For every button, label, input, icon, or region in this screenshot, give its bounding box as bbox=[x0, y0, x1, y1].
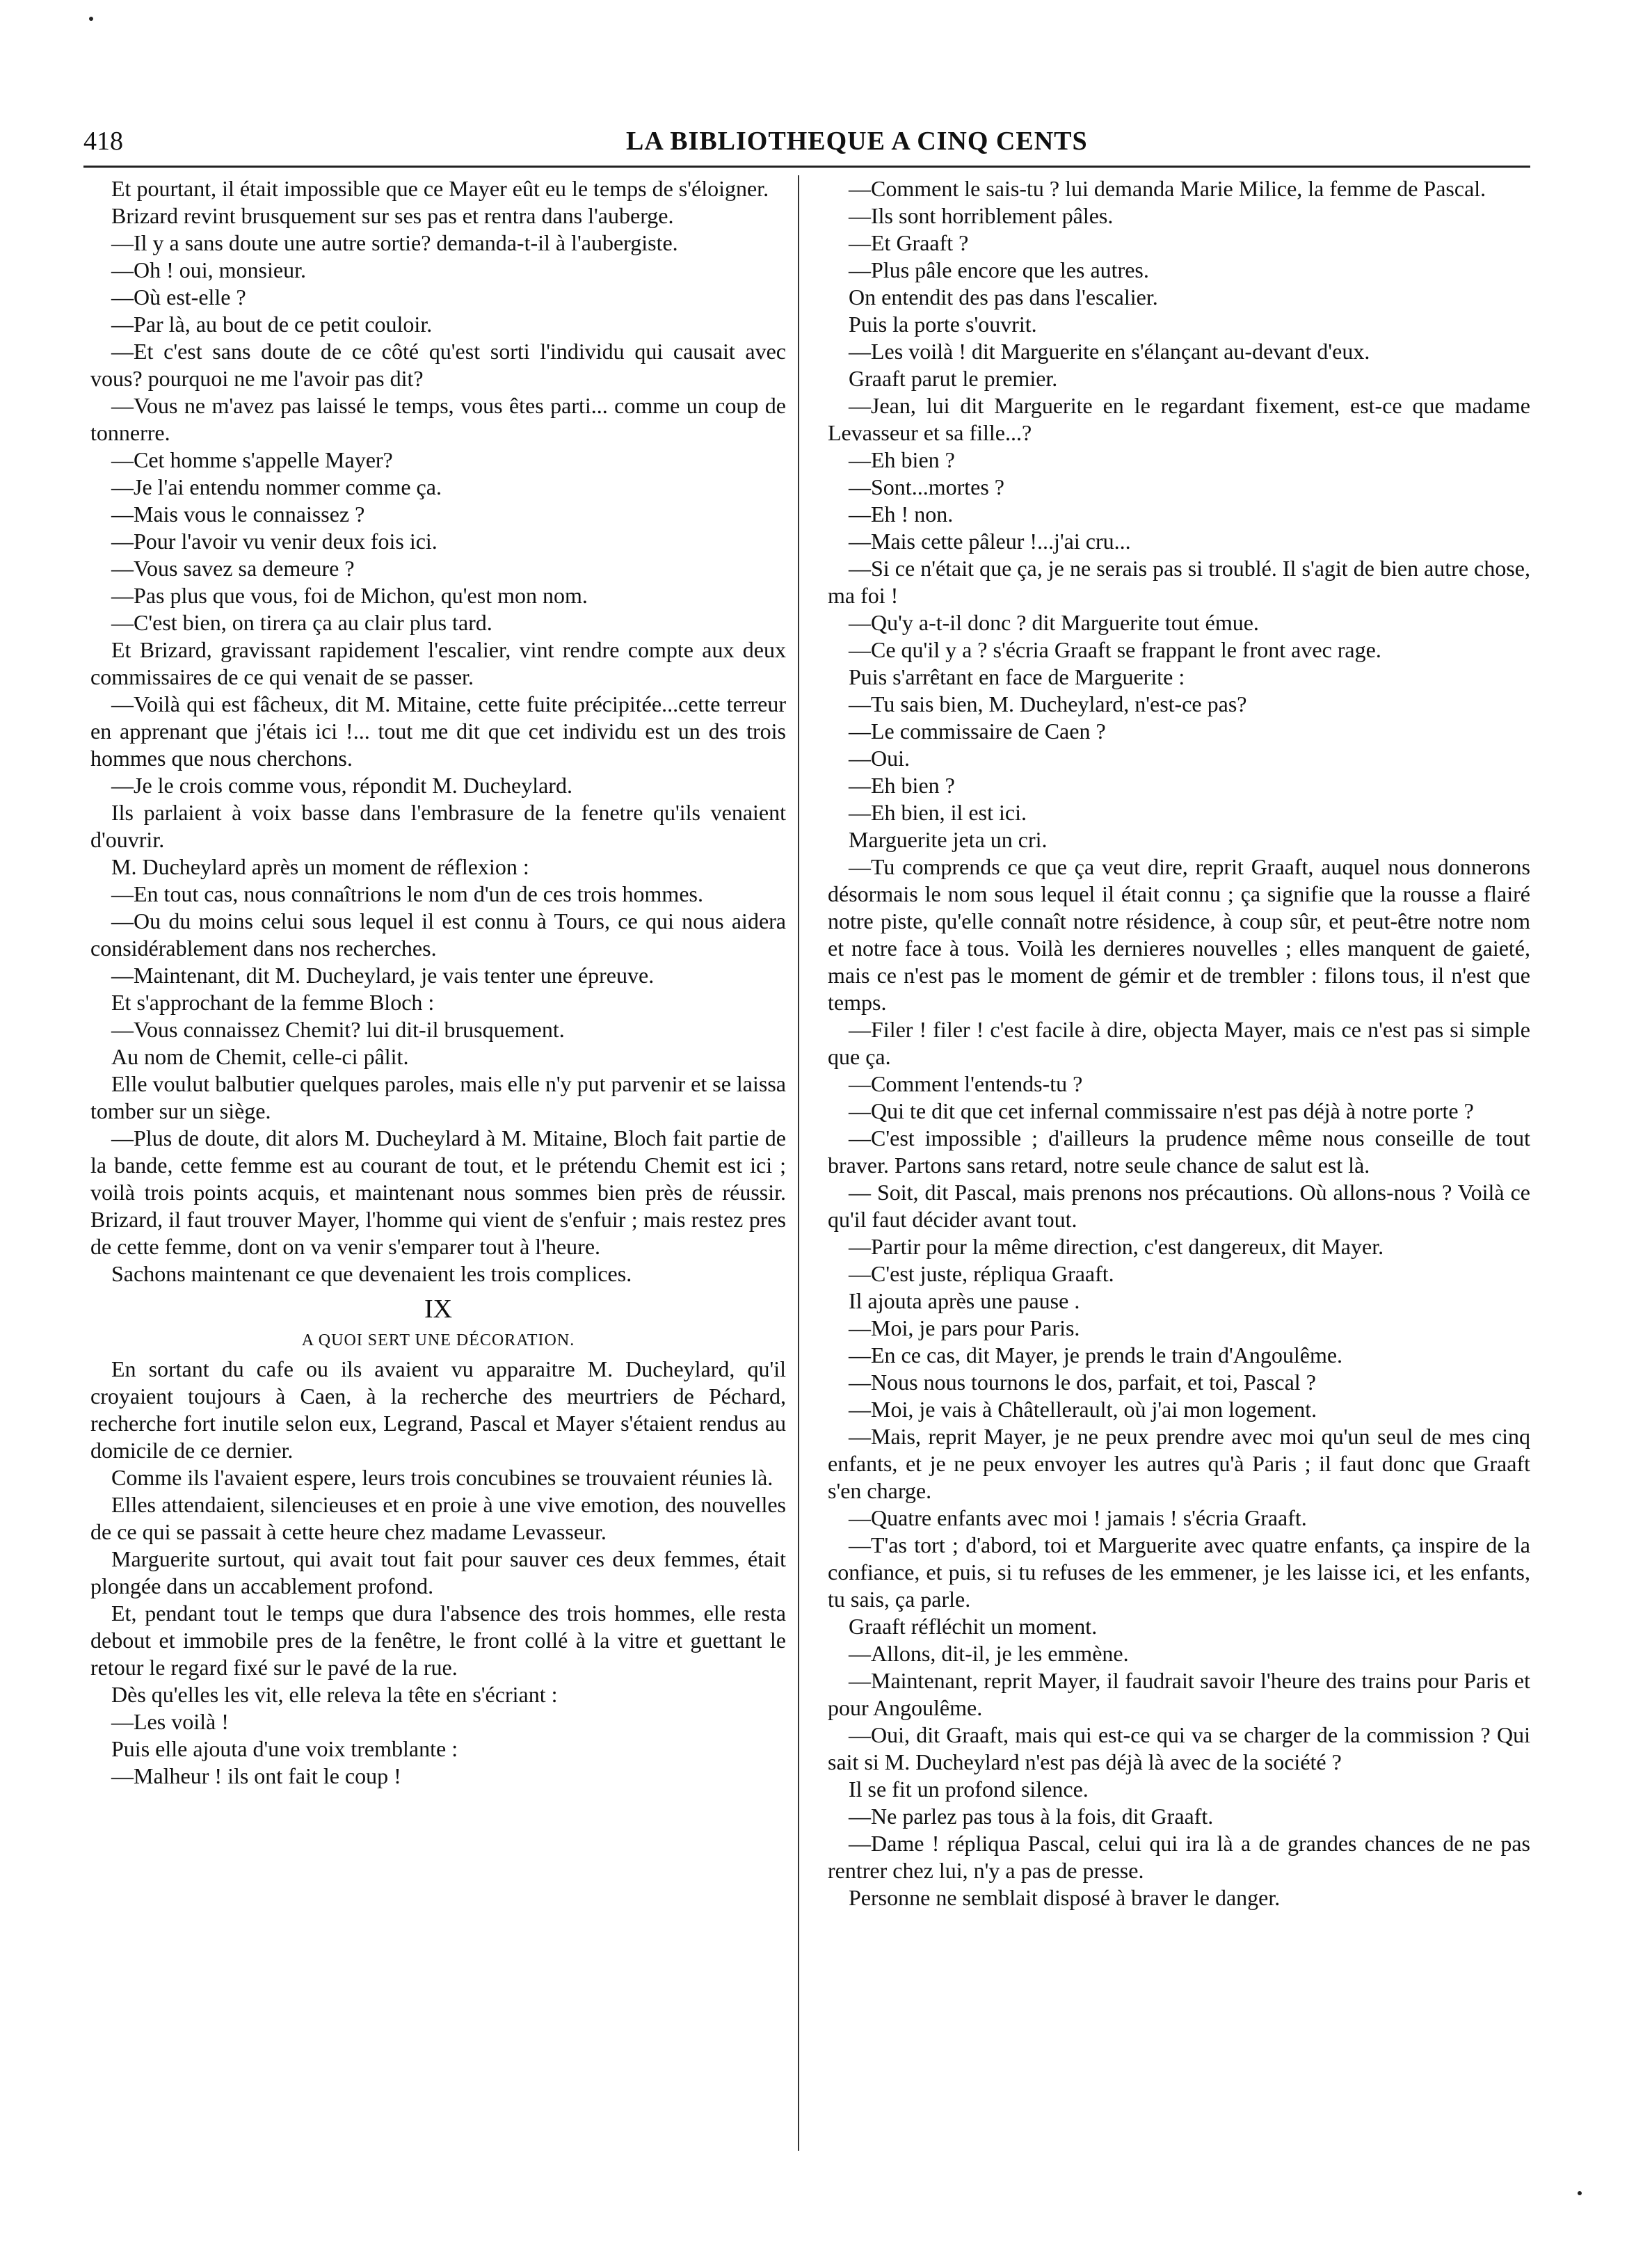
paragraph: Il ajouta après une pause . bbox=[849, 1288, 1080, 1313]
paragraph: —Eh bien, il est ici. bbox=[849, 800, 1027, 825]
paragraph: Puis s'arrêtant en face de Marguerite : bbox=[849, 664, 1185, 689]
paragraph: —Pas plus que vous, foi de Michon, qu'est mon nom. bbox=[111, 583, 588, 608]
paragraph: —Les voilà ! bbox=[111, 1709, 229, 1734]
column-divider bbox=[798, 175, 799, 2151]
paragraph: —Et c'est sans doute de ce côté qu'est sorti l'individu qui causait avec vous? pourquoi ne me l'avoir pas dit? bbox=[90, 339, 786, 391]
paragraph: —C'est juste, répliqua Graaft. bbox=[849, 1261, 1114, 1286]
paragraph: —Mais cette pâleur !...j'ai cru... bbox=[849, 529, 1131, 554]
paragraph: —Je l'ai entendu nommer comme ça. bbox=[111, 474, 442, 499]
paragraph: —Et Graaft ? bbox=[849, 230, 969, 255]
paragraph: —Allons, dit-il, je les emmène. bbox=[849, 1641, 1129, 1666]
paragraph: —Moi, je vais à Châtellerault, où j'ai mon logement. bbox=[849, 1397, 1317, 1422]
paragraph: —Oui. bbox=[849, 746, 910, 771]
paragraph: —Vous connaissez Chemit? lui dit-il brusquement. bbox=[111, 1017, 565, 1042]
paragraph: —En ce cas, dit Mayer, je prends le train d'Angoulême. bbox=[849, 1342, 1343, 1368]
paragraph: — Soit, dit Pascal, mais prenons nos précautions. Où allons-nous ? Voilà ce qu'il faut décider avant tout. bbox=[828, 1180, 1530, 1232]
paragraph: Elles attendaient, silencieuses et en proie à une vive emotion, des nouvelles de ce qui se passait à cette heure chez madame Levasseur. bbox=[90, 1492, 786, 1544]
running-title: LA BIBLIOTHEQUE A CINQ CENTS bbox=[626, 127, 1088, 156]
paragraph: On entendit des pas dans l'escalier. bbox=[849, 284, 1158, 310]
paragraph: —Comment le sais-tu ? lui demanda Marie Milice, la femme de Pascal. bbox=[849, 176, 1486, 201]
paragraph: —Eh ! non. bbox=[849, 502, 954, 527]
paragraph: Comme ils l'avaient espere, leurs trois concubines se trouvaient réunies là. bbox=[111, 1465, 773, 1490]
paragraph: —Oh ! oui, monsieur. bbox=[111, 257, 306, 282]
paragraph: Marguerite surtout, qui avait tout fait pour sauver ces deux femmes, était plongée dans un accablement profond. bbox=[90, 1546, 786, 1598]
paragraph: Marguerite jeta un cri. bbox=[849, 827, 1048, 852]
paragraph: M. Ducheylard après un moment de réflexion : bbox=[111, 854, 529, 879]
paragraph: —Le commissaire de Caen ? bbox=[849, 719, 1106, 744]
paragraph: Sachons maintenant ce que devenaient les trois complices. bbox=[111, 1261, 632, 1286]
paragraph: Et s'approchant de la femme Bloch : bbox=[111, 990, 435, 1015]
paragraph: —Comment l'entends-tu ? bbox=[849, 1071, 1083, 1096]
paragraph: —En tout cas, nous connaîtrions le nom d'un de ces trois hommes. bbox=[111, 881, 703, 906]
page-number: 418 bbox=[83, 127, 123, 156]
paragraph: —Eh bien ? bbox=[849, 773, 955, 798]
paragraph: —Cet homme s'appelle Mayer? bbox=[111, 447, 393, 472]
paragraph: —Jean, lui dit Marguerite en le regardant fixement, est-ce que madame Levasseur et sa fille...? bbox=[828, 393, 1530, 445]
paragraph: —Mais, reprit Mayer, je ne peux prendre avec moi qu'un seul de mes cinq enfants, et je ne peux envoyer les autres qu'à Paris ; il faut donc que Graaft s'en charge. bbox=[828, 1424, 1530, 1503]
paragraph: —Qui te dit que cet infernal commissaire n'est pas déjà à notre porte ? bbox=[849, 1098, 1474, 1123]
paragraph: Brizard revint brusquement sur ses pas et rentra dans l'auberge. bbox=[111, 203, 674, 228]
paragraph: —Mais vous le connaissez ? bbox=[111, 502, 365, 527]
page-header bbox=[83, 124, 1530, 168]
paragraph: —Tu comprends ce que ça veut dire, reprit Graaft, auquel nous donnerons désormais le nom sous lequel il était connu ; ça signifie que la rousse a flairé notre piste, qu'elle connaît notre résidence, à coup sûr, et peut-être notre nom et notre face à tous. Voilà les dernieres nouvelles ; elles manquent de gaieté, mais ce n'est pas le moment de gémir et de trembler : filons tous, il n'est que temps. bbox=[828, 854, 1530, 1015]
paragraph: Et pourtant, il était impossible que ce Mayer eût eu le temps de s'éloigner. bbox=[111, 176, 769, 201]
paragraph: —Où est-elle ? bbox=[111, 284, 246, 310]
paragraph: Graaft réfléchit un moment. bbox=[849, 1614, 1098, 1639]
paragraph: —Par là, au bout de ce petit couloir. bbox=[111, 312, 433, 337]
paragraph: Et, pendant tout le temps que dura l'absence des trois hommes, elle resta debout et immobile pres de la fenêtre, le front collé à la vitre et guettant le retour le regard fixé sur le pavé de la rue. bbox=[90, 1601, 786, 1680]
paragraph: —Filer ! filer ! c'est facile à dire, objecta Mayer, mais ce n'est pas si simple que ça. bbox=[828, 1017, 1530, 1069]
paragraph: —C'est impossible ; d'ailleurs la prudence même nous conseille de tout braver. Partons sans retard, notre seule chance de salut est là. bbox=[828, 1125, 1530, 1178]
left-column bbox=[90, 175, 786, 1790]
paragraph: —Ou du moins celui sous lequel il est connu à Tours, ce qui nous aidera considérablement dans nos recherches. bbox=[90, 908, 786, 961]
ink-speck bbox=[89, 17, 93, 21]
paragraph: —Vous savez sa demeure ? bbox=[111, 556, 355, 581]
paragraph: Au nom de Chemit, celle-ci pâlit. bbox=[111, 1044, 409, 1069]
paragraph: En sortant du cafe ou ils avaient vu apparaitre M. Ducheylard, qu'il croyaient toujours à Caen, à la recherche des meurtriers de Péchard, recherche fort inutile selon eux, Legrand, Pascal et Mayer s'étaient rendus au domicile de ce dernier. bbox=[90, 1356, 786, 1463]
paragraph: Personne ne semblait disposé à braver le danger. bbox=[849, 1885, 1281, 1910]
paragraph: —Si ce n'était que ça, je ne serais pas si troublé. Il s'agit de bien autre chose, ma foi ! bbox=[828, 556, 1530, 608]
paragraph: Puis la porte s'ouvrit. bbox=[849, 312, 1037, 337]
paragraph: —T'as tort ; d'abord, toi et Marguerite avec quatre enfants, ça inspire de la confiance, et puis, si tu refuses de les emmener, je les laisse ici, et les enfants, tu sais, ça parle. bbox=[828, 1532, 1530, 1612]
paragraph: —Eh bien ? bbox=[849, 447, 955, 472]
paragraph: Il se fit un profond silence. bbox=[849, 1777, 1089, 1802]
paragraph: Elle voulut balbutier quelques paroles, mais elle n'y put parvenir et se laissa tomber sur un siège. bbox=[90, 1071, 786, 1123]
paragraph: —Il y a sans doute une autre sortie? demanda-t-il à l'aubergiste. bbox=[111, 230, 678, 255]
paragraph: —Oui, dit Graaft, mais qui est-ce qui va se charger de la commission ? Qui sait si M. Ducheylard n'est pas déjà là avec de la société ? bbox=[828, 1722, 1530, 1774]
paragraph: —Ce qu'il y a ? s'écria Graaft se frappant le front avec rage. bbox=[849, 637, 1381, 662]
paragraph: —Plus de doute, dit alors M. Ducheylard à M. Mitaine, Bloch fait partie de la bande, cette femme est au courant de tout, et le prétendu Chemit est ici ; voilà trois points acquis, et maintenant nous sommes bien près de réussir. Brizard, il faut trouver Mayer, l'homme qui vient de s'enfuir ; mais restez pres de cette femme, dont on va venir s'emparer tout à l'heure. bbox=[90, 1125, 786, 1259]
paragraph: —Moi, je pars pour Paris. bbox=[849, 1315, 1080, 1340]
paragraph: —Les voilà ! dit Marguerite en s'élançant au-devant d'eux. bbox=[849, 339, 1370, 364]
paragraph: Dès qu'elles les vit, elle releva la tête en s'écriant : bbox=[111, 1682, 558, 1707]
paragraph: Ils parlaient à voix basse dans l'embrasure de la fenetre qu'ils venaient d'ouvrir. bbox=[90, 800, 786, 852]
paragraph: —Dame ! répliqua Pascal, celui qui ira là a de grandes chances de ne pas rentrer chez lui, n'y a pas de presse. bbox=[828, 1831, 1530, 1883]
paragraph: —Quatre enfants avec moi ! jamais ! s'écria Graaft. bbox=[849, 1505, 1307, 1530]
paragraph: —C'est bien, on tirera ça au clair plus tard. bbox=[111, 610, 492, 635]
paragraph: —Malheur ! ils ont fait le coup ! bbox=[111, 1763, 401, 1788]
paragraph: Puis elle ajouta d'une voix tremblante : bbox=[111, 1736, 458, 1761]
paragraph: —Nous nous tournons le dos, parfait, et toi, Pascal ? bbox=[849, 1370, 1316, 1395]
paragraph: —Maintenant, reprit Mayer, il faudrait savoir l'heure des trains pour Paris et pour Angoulême. bbox=[828, 1668, 1530, 1720]
paragraph: —Voilà qui est fâcheux, dit M. Mitaine, cette fuite précipitée...cette terreur en apprenant que j'étais ici !... tout me dit que cet individu est un des trois hommes que nous cherchons. bbox=[90, 691, 786, 771]
paragraph: —Ils sont horriblement pâles. bbox=[849, 203, 1114, 228]
paragraph: —Vous ne m'avez pas laissé le temps, vous êtes parti... comme un coup de tonnerre. bbox=[90, 393, 786, 445]
paragraph: —Partir pour la même direction, c'est dangereux, dit Mayer. bbox=[849, 1234, 1384, 1259]
paragraph: —Sont...mortes ? bbox=[849, 474, 1004, 499]
paragraph: Et Brizard, gravissant rapidement l'escalier, vint rendre compte aux deux commissaires de ce qui venait de se passer. bbox=[90, 637, 786, 689]
paragraph: —Tu sais bien, M. Ducheylard, n'est-ce pas? bbox=[849, 691, 1247, 716]
right-column bbox=[828, 175, 1530, 1911]
paragraph: —Je le crois comme vous, répondit M. Ducheylard. bbox=[111, 773, 572, 798]
ink-speck bbox=[1578, 2191, 1582, 2195]
chapter-title: A QUOI SERT UNE DÉCORATION. bbox=[301, 1331, 575, 1349]
paragraph: —Pour l'avoir vu venir deux fois ici. bbox=[111, 529, 438, 554]
paragraph: —Qu'y a-t-il donc ? dit Marguerite tout émue. bbox=[849, 610, 1259, 635]
paragraph: —Maintenant, dit M. Ducheylard, je vais tenter une épreuve. bbox=[111, 963, 655, 988]
paragraph: —Ne parlez pas tous à la fois, dit Graaft. bbox=[849, 1804, 1214, 1829]
paragraph: —Plus pâle encore que les autres. bbox=[849, 257, 1149, 282]
paragraph: Graaft parut le premier. bbox=[849, 366, 1058, 391]
chapter-number: IX bbox=[424, 1294, 453, 1324]
